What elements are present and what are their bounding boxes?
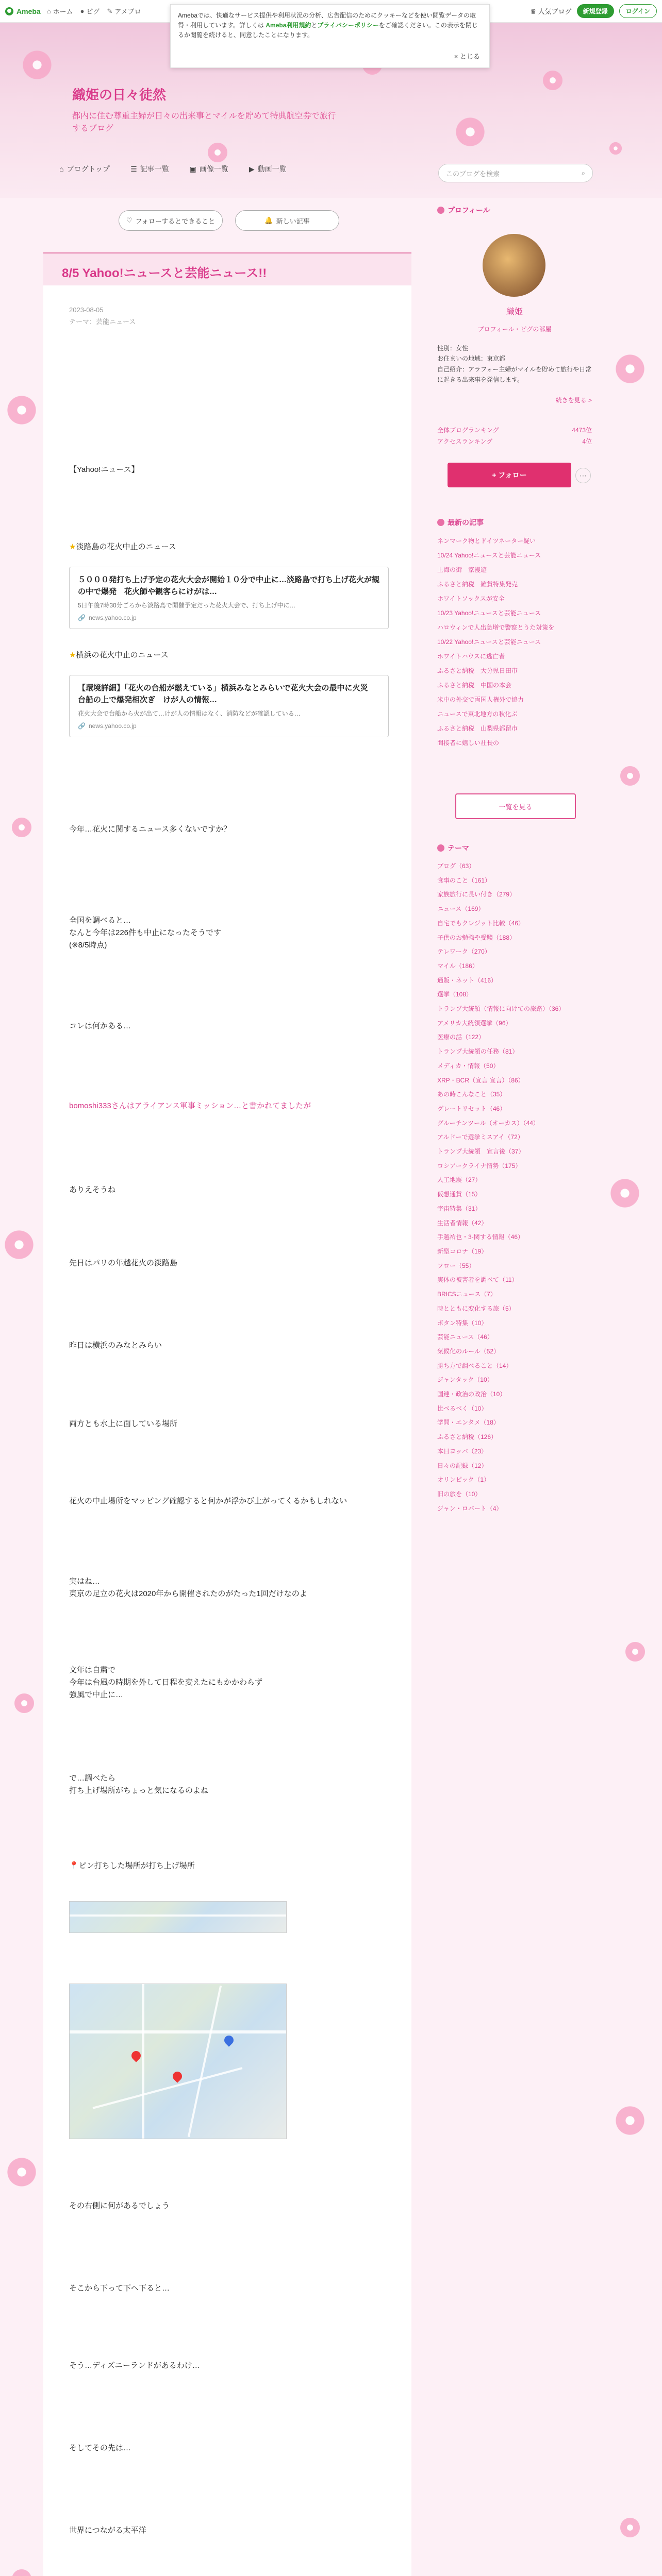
map-road xyxy=(70,1914,286,1917)
theme-item[interactable]: 本日ヨッパ（23） xyxy=(437,1447,488,1455)
recent-entries-list xyxy=(437,534,592,750)
theme-item[interactable]: 通販・ネット（416） xyxy=(437,976,498,984)
recent-entry[interactable]: ホワイトソックスが安全 xyxy=(437,595,505,602)
star-icon: ★ xyxy=(69,651,76,659)
map-road xyxy=(142,1984,144,2139)
sakura-decoration xyxy=(541,69,564,92)
theme-item[interactable]: 仮想通貨（15） xyxy=(437,1191,482,1198)
theme-item[interactable]: マイル（186） xyxy=(437,962,478,970)
popular-blog-link[interactable]: ♛ 人気ブログ xyxy=(530,8,572,15)
theme-item[interactable]: メディカ・情報（50） xyxy=(437,1062,500,1070)
follow-actions xyxy=(119,210,339,231)
theme-item[interactable]: 生活者情報（42） xyxy=(437,1219,488,1227)
article-paragraph: 全国を調べると… なんと今年は226件も中止になったそうです (※8/5時点) xyxy=(69,916,222,950)
theme-item[interactable]: ブログ（63） xyxy=(437,862,475,870)
cookie-close-button[interactable]: × とじる xyxy=(454,53,480,61)
theme-item[interactable]: トランプ大統領（情報に向けての旅路）（36） xyxy=(437,1005,565,1013)
map-image[interactable] xyxy=(69,1984,287,2139)
map-road xyxy=(93,2067,243,2109)
star-icon: ★ xyxy=(69,543,76,551)
theme-item[interactable]: 選挙（108） xyxy=(437,991,473,998)
sakura-decoration xyxy=(608,141,623,156)
article-paragraph: で…調べたら 打ち上げ場所がちょっと気になるのよね xyxy=(69,1774,209,1795)
article-paragraph: そしてその先は… xyxy=(69,2444,131,2452)
article-paragraph: ★淡路島の花火中止のニュース xyxy=(69,543,176,551)
nav-video-list[interactable]: ▶ 動画一覧 xyxy=(249,164,287,173)
themes-section-title: テーマ xyxy=(437,843,469,853)
article-paragraph: 【Yahoo!ニュース】 xyxy=(69,465,139,474)
sidebar xyxy=(437,204,592,2576)
more-options-icon[interactable]: ⋯ xyxy=(575,468,591,483)
recent-entry[interactable]: 上海の街 家漫遊 xyxy=(437,566,487,573)
profile-name[interactable]: 織姫 xyxy=(506,308,523,316)
recent-entry[interactable]: ホワイトハウスに逃亡者 xyxy=(437,653,505,660)
global-nav-pigg[interactable]: ● ピグ xyxy=(80,7,100,15)
recent-entry[interactable]: ふるさと納税 山梨県都留市 xyxy=(437,725,518,732)
recent-section-title: 最新の記事 xyxy=(437,517,484,528)
sakura-decoration xyxy=(10,816,33,839)
video-icon: ▶ xyxy=(249,164,255,173)
ameba-global-nav xyxy=(47,6,141,16)
blog-icon: ✎ xyxy=(107,7,113,15)
article-paragraph: bomoshi333さんはアライアンス軍事ミッション…と書かれてましたが xyxy=(69,1101,311,1110)
sakura-decoration xyxy=(10,2568,33,2576)
sakura-decoration xyxy=(13,1692,36,1715)
article-title[interactable]: 8/5 Yahoo!ニュースと芸能ニュース!! xyxy=(43,252,411,285)
recent-more-button[interactable]: 一覧を見る xyxy=(455,793,576,819)
theme-item[interactable]: 家族旅行に長い付き（279） xyxy=(437,891,516,899)
theme-item[interactable]: ジャン・ロバート（4） xyxy=(437,1504,503,1512)
cookie-notice: Amebaでは、快適なサービス提供や利用状況の分析、広告配信のためにクッキーなどを使い閲覧データの取得・利用しています。詳しくは Ameba利用規約とプライバシーポリシーをご確認ください。この表示を閉じるか閲覧を続けると、同意したことになります。 × とじる xyxy=(170,4,490,68)
map-pin-icon[interactable] xyxy=(171,2070,184,2082)
sakura-decoration xyxy=(614,2104,647,2137)
theme-item[interactable]: BRICSニュース（7） xyxy=(437,1291,496,1298)
new-entries-button[interactable]: 🔔 新しい記事 xyxy=(235,210,339,231)
blog-title[interactable]: 織姫の日々徒然 xyxy=(72,87,167,103)
article-theme[interactable]: テーマ：芸能ニュース xyxy=(69,318,136,326)
theme-item[interactable]: 医療の話（122） xyxy=(437,1033,485,1041)
sakura-decoration xyxy=(5,394,38,427)
bell-icon: 🔔 xyxy=(264,216,273,224)
theme-item[interactable]: 手越祐也・3-関する情報（46） xyxy=(437,1233,524,1241)
article-paragraph: ありえそうね xyxy=(69,1185,116,1194)
recent-entry[interactable]: ふるさと納税 中国の本会 xyxy=(437,682,512,689)
article-paragraph: 両方とも水上に面している場所 xyxy=(69,1419,178,1428)
ameba-logo-icon xyxy=(5,7,13,15)
theme-item[interactable]: 宇宙特集（31） xyxy=(437,1205,482,1212)
news-link-card[interactable]: 【環境詳細】「花火の台船が燃えている」横浜みなとみらいで花火大会の最中に火災 台船の上で爆発相次ぎ けが人の情報… 花火大会で台船から火が出て…けが人の情報はなく、消防などが確認している… 🔗 news.yahoo.co.jp xyxy=(69,675,389,737)
themes-list xyxy=(437,859,592,1516)
theme-item[interactable]: 国連・政治の政治（10） xyxy=(437,1391,506,1398)
follow-button[interactable]: + フォロー xyxy=(448,463,571,487)
recent-entry[interactable]: ふるさと納税 大分県日田市 xyxy=(437,667,518,674)
theme-item[interactable]: 日々の記録（12） xyxy=(437,1462,488,1469)
nav-blog-top[interactable]: ⌂ ブログトップ xyxy=(59,165,110,173)
global-nav-ameblo[interactable]: ✎ アメブロ xyxy=(107,7,141,15)
theme-item[interactable]: ジャンタック（10） xyxy=(437,1376,493,1384)
map-pin-icon[interactable] xyxy=(222,2033,235,2046)
pigg-icon: ● xyxy=(80,7,85,15)
sakura-decoration xyxy=(619,765,641,787)
follow-benefits-button[interactable]: ♡ フォローするとできること xyxy=(119,210,223,231)
article-paragraph: 花火の中止場所をマッピング確認すると何かが浮かび上がってくるかもしれない xyxy=(69,1497,347,1505)
article-paragraph: 世界につながる太平洋 xyxy=(69,2526,146,2535)
blog-description: 都内に住む尊重主婦が日々の出来事とマイルを貯めて特典航空券で旅行するブログ xyxy=(72,112,336,133)
recent-entry[interactable]: ニュースで東北地方の秋化ぶ xyxy=(437,710,518,718)
crown-icon: ♛ xyxy=(530,8,536,15)
theme-item[interactable]: 新型コロナ（19） xyxy=(437,1247,488,1255)
profile-avatar[interactable] xyxy=(483,234,545,297)
sakura-decoration xyxy=(624,1640,647,1663)
theme-item[interactable]: 気候化のルール（52） xyxy=(437,1347,500,1355)
global-nav-home[interactable]: ⌂ ホーム xyxy=(46,7,73,15)
home-icon: ⌂ xyxy=(46,7,51,15)
sakura-decoration xyxy=(619,2516,641,2539)
image-icon: ▣ xyxy=(189,164,196,173)
recent-entry[interactable]: 米中の外交で両国人権外で協力 xyxy=(437,696,524,703)
theme-item[interactable]: トランプ大統領の任務（81） xyxy=(437,1048,519,1056)
theme-item[interactable]: 時とともに変化する旅（5） xyxy=(437,1304,515,1312)
article-paragraph: 先日はパリの年越花火の淡路島 xyxy=(69,1259,178,1267)
theme-item[interactable]: グルーチンツール（オーカス）（44） xyxy=(437,1119,539,1127)
sakura-decoration xyxy=(3,1228,36,1261)
article-paragraph: コレは何かある… xyxy=(69,1022,131,1030)
nav-image-list[interactable]: ▣ 画像一覧 xyxy=(189,164,228,173)
recent-entry[interactable]: 間接者に嬉しい社長の xyxy=(437,739,500,747)
profile-section-title: プロフィール xyxy=(437,205,490,215)
theme-item[interactable]: ニュース（169） xyxy=(437,905,485,913)
link-icon: 🔗 xyxy=(78,614,86,621)
recent-entry[interactable]: ハロウィンで人出急増で警察とうた対策を xyxy=(437,624,555,631)
theme-item[interactable]: トランプ大統領 宣言後（37） xyxy=(437,1148,525,1156)
article-paragraph: 📍ピン打ちした場所が打ち上げ場所 xyxy=(69,1861,195,1870)
article-paragraph: そう…ディズニーランドがあるわけ… xyxy=(69,2361,200,2370)
pin-icon: 📍 xyxy=(69,1861,79,1870)
sakura-decoration xyxy=(454,115,487,148)
profile-info: 性別：女性 お住まいの地域：東京都 自己紹介：アラフォー主婦がマイルを貯めて旅行や日常に起きる出来事を発信します。 xyxy=(437,345,592,384)
theme-item[interactable]: 食事のこと（161） xyxy=(437,876,491,884)
theme-item[interactable]: ふるさと納税（126） xyxy=(437,1433,498,1441)
map-image-top[interactable] xyxy=(69,1901,287,1933)
article-paragraph: その右側に何があるでしょう xyxy=(69,2201,170,2210)
recent-entry[interactable]: 10/24 Yahoo!ニュースと芸能ニュース xyxy=(437,552,541,559)
heart-icon: ♡ xyxy=(126,216,133,224)
article-paragraph: ★横浜の花火中止のニュース xyxy=(69,651,169,659)
article-paragraph: 今年…花火に関するニュース多くないですか？ xyxy=(69,825,231,834)
login-button[interactable]: ログイン xyxy=(619,4,657,18)
recent-entry[interactable]: 10/22 Yahoo!ニュースと芸能ニュース xyxy=(437,638,541,646)
article-paragraph: 実はね… 東京の足立の花火は2020年から開催されたのがたった1回だけなのよ xyxy=(69,1577,307,1598)
theme-item[interactable]: XRP・BCR（宣言 宣言）（86） xyxy=(437,1076,524,1084)
sakura-decoration xyxy=(206,141,229,164)
ranking-block: 全体ブログランキング 4473位 アクセスランキング 4位 xyxy=(437,427,592,445)
profile-more-link[interactable]: 続きを見る > xyxy=(555,397,592,404)
map-road xyxy=(188,1986,222,2137)
recent-entry[interactable]: ふるさと納税 雑貨特集発売 xyxy=(437,581,518,588)
article-date: 2023-08-05 xyxy=(69,306,104,314)
article-column xyxy=(43,252,411,2576)
search-icon[interactable]: ⌕ xyxy=(581,169,585,177)
sakura-decoration xyxy=(21,48,54,81)
blog-nav xyxy=(59,164,287,174)
blog-search-input[interactable]: このブログを検索 ⌕ xyxy=(438,164,593,182)
recent-entry[interactable]: ネンマーク物とドイツネーター疑い xyxy=(437,537,536,545)
theme-item[interactable]: 学問・エンタメ（18） xyxy=(437,1419,500,1427)
register-button[interactable]: 新規登録 xyxy=(577,4,614,18)
theme-item[interactable]: アメリカ大統領選挙（96） xyxy=(437,1019,512,1027)
theme-item[interactable]: テレワーク（270） xyxy=(437,948,491,956)
theme-item[interactable]: 自宅でもクレジット比較（46） xyxy=(437,919,525,927)
article-meta xyxy=(69,304,136,328)
theme-item[interactable]: オリンピック（1） xyxy=(437,1476,490,1484)
sakura-decoration xyxy=(608,1177,641,1210)
link-icon: 🔗 xyxy=(78,722,86,730)
theme-item[interactable]: 旧の旅を（10） xyxy=(437,1490,482,1498)
ameba-logo[interactable]: Ameba xyxy=(5,7,41,15)
theme-item[interactable]: 人工地震（27） xyxy=(437,1176,482,1184)
theme-item[interactable]: 実体の被害者を調べて（11） xyxy=(437,1276,518,1284)
news-link-card[interactable]: ５０００発打ち上げ予定の花火大会が開始１０分で中止に…淡路島で打ち上げ花火が観の中で爆発 花火師や観客らにけがは… 5日午後7時30分ごろから淡路島で開催予定だった花火大会で、打ち上げ中に… 🔗 news.yahoo.co.jp xyxy=(69,567,389,629)
theme-item[interactable]: グレートリセット（46） xyxy=(437,1105,506,1112)
list-icon: ☰ xyxy=(130,164,137,173)
theme-item[interactable]: フロー（55） xyxy=(437,1262,475,1269)
article-paragraph: 文年は自粛で 今年は台風の時期を外して日程を変えたにもかかわらず 強風で中止に… xyxy=(69,1666,263,1699)
close-icon: × xyxy=(454,53,458,61)
terms-link[interactable]: Ameba利用規約 xyxy=(266,22,311,29)
nav-entry-list[interactable]: ☰ 記事一覧 xyxy=(130,164,169,173)
theme-item[interactable]: アルドーで選挙ミスアイ（72） xyxy=(437,1133,524,1141)
sakura-decoration xyxy=(614,352,647,385)
map-pin-icon[interactable] xyxy=(129,2049,142,2062)
home-icon: ⌂ xyxy=(59,165,64,173)
theme-item[interactable]: ボタン特集（10） xyxy=(437,1319,488,1327)
theme-item[interactable]: ロシアークライナ情勢（175） xyxy=(437,1162,522,1170)
theme-item[interactable]: 子供のお勉強や受験（188） xyxy=(437,934,516,941)
recent-entry[interactable]: 10/23 Yahoo!ニュースと芸能ニュース xyxy=(437,609,541,617)
privacy-policy-link[interactable]: プライバシーポリシー xyxy=(317,22,379,29)
theme-item[interactable]: 芸能ニュース（46） xyxy=(437,1333,493,1341)
profile-links[interactable]: ブロフィール・ピグの部屋 xyxy=(477,326,552,333)
map-road xyxy=(70,2030,286,2033)
theme-item[interactable]: あの時こんなこと（35） xyxy=(437,1091,506,1098)
sakura-decoration xyxy=(5,2156,38,2189)
theme-item[interactable]: 勝ち方で調べること（14） xyxy=(437,1362,512,1369)
article-paragraph: そこから下って下へ下ると… xyxy=(69,2284,170,2293)
article-paragraph: 昨日は横浜のみなとみらい xyxy=(69,1341,162,1350)
theme-item[interactable]: 比べるべく（10） xyxy=(437,1404,488,1412)
